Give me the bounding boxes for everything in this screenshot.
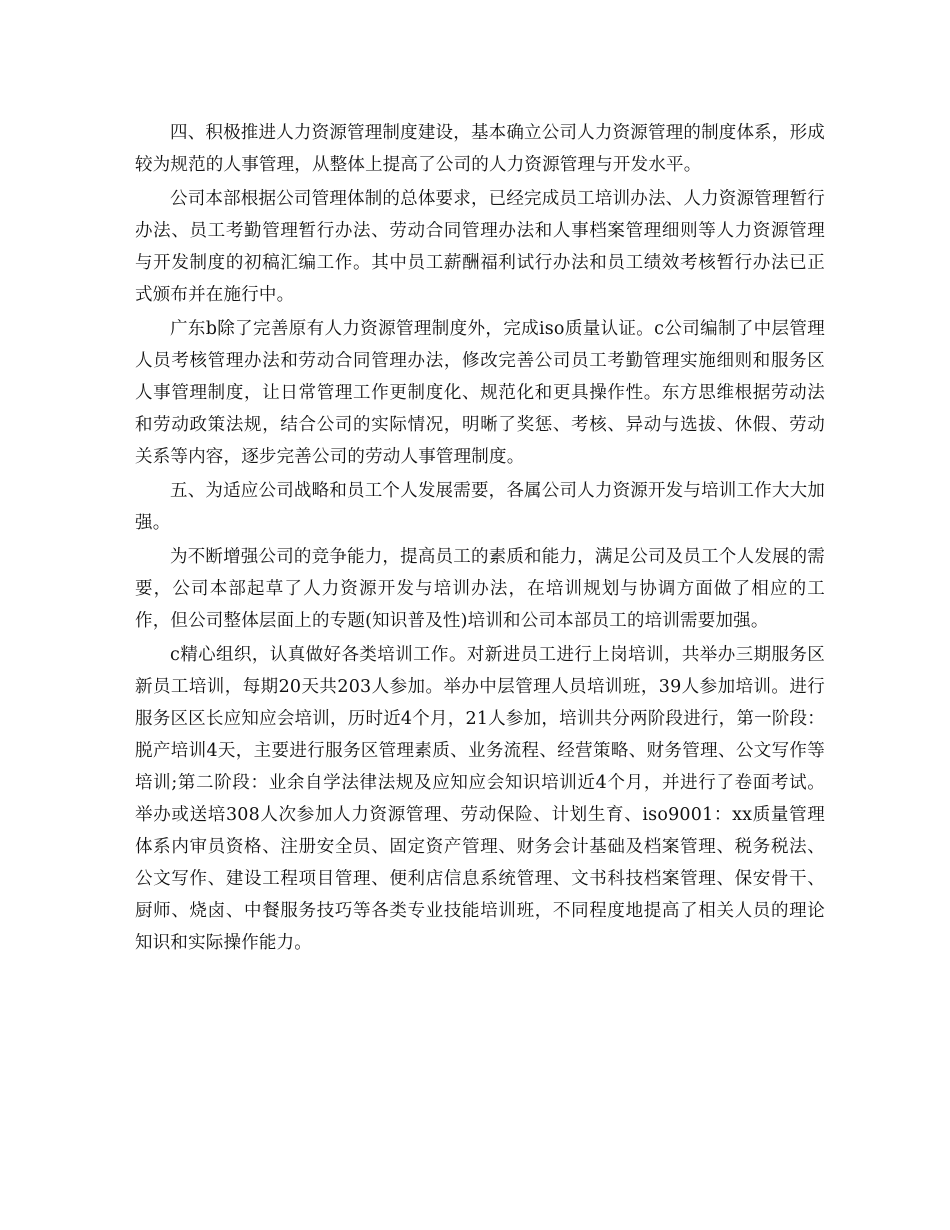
paragraph-headquarters-system: 公司本部根据公司管理体制的总体要求，已经完成员工培训办法、人力资源管理暂行办法、员工考勤管理暂行办法、劳动合同管理办法和人事档案管理细则等人力资源管理与开发制度的初稿汇编工作。其中员工薪酬福利试行办法和员工绩效考核暂行办法已正式颁布并在施行中。 <box>135 189 825 305</box>
paragraph-training-heading: 五、为适应公司战略和员工个人发展需要，各属公司人力资源开发与培训工作大大加强。 <box>135 481 825 533</box>
paragraph-training-details: c精心组织，认真做好各类培训工作。对新进员工进行上岗培训，共举办三期服务区新员工培训，每期20天共203人参加。举办中层管理人员培训班，39人参加培训。进行服务区区长应知应会培训，历时近4个月，21人参加，培训共分两阶段进行，第一阶段：脱产培训4天，主要进行服务区管理素质、业务流程、经营策略、财务管理、公文写作等培训;第二阶段：业余自学法律法规及应知应会知识培训近4个月，并进行了卷面考试。举办或送培308人次参加人力资源管理、劳动保险、计划生育、iso9001：xx质量管理体系内审员资格、注册安全员、固定资产管理、财务会计基础及档案管理、税务税法、公文写作、建设工程项目管理、便利店信息系统管理、文书科技档案管理、保安骨干、厨师、烧卤、中餐服务技巧等各类专业技能培训班，不同程度地提高了相关人员的理论知识和实际操作能力。 <box>135 645 825 953</box>
paragraph-training-plan: 为不断增强公司的竞争能力，提高员工的素质和能力，满足公司及员工个人发展的需要，公司本部起草了人力资源开发与培训办法，在培训规划与协调方面做了相应的工作，但公司整体层面上的专题(知识普及性)培训和公司本部员工的培训需要加强。 <box>135 547 825 631</box>
document-body <box>135 117 825 961</box>
paragraph-hr-system-heading: 四、积极推进人力资源管理制度建设，基本确立公司人力资源管理的制度体系，形成较为规范的人事管理，从整体上提高了公司的人力资源管理与开发水平。 <box>135 123 825 175</box>
paragraph-subsidiary-systems: 广东b除了完善原有人力资源管理制度外，完成iso质量认证。c公司编制了中层管理人员考核管理办法和劳动合同管理办法，修改完善公司员工考勤管理实施细则和服务区人事管理制度，让日常管理工作更制度化、规范化和更具操作性。东方思维根据劳动法和劳动政策法规，结合公司的实际情况，明晰了奖惩、考核、异动与选拔、休假、劳动关系等内容，逐步完善公司的劳动人事管理制度。 <box>135 319 825 467</box>
